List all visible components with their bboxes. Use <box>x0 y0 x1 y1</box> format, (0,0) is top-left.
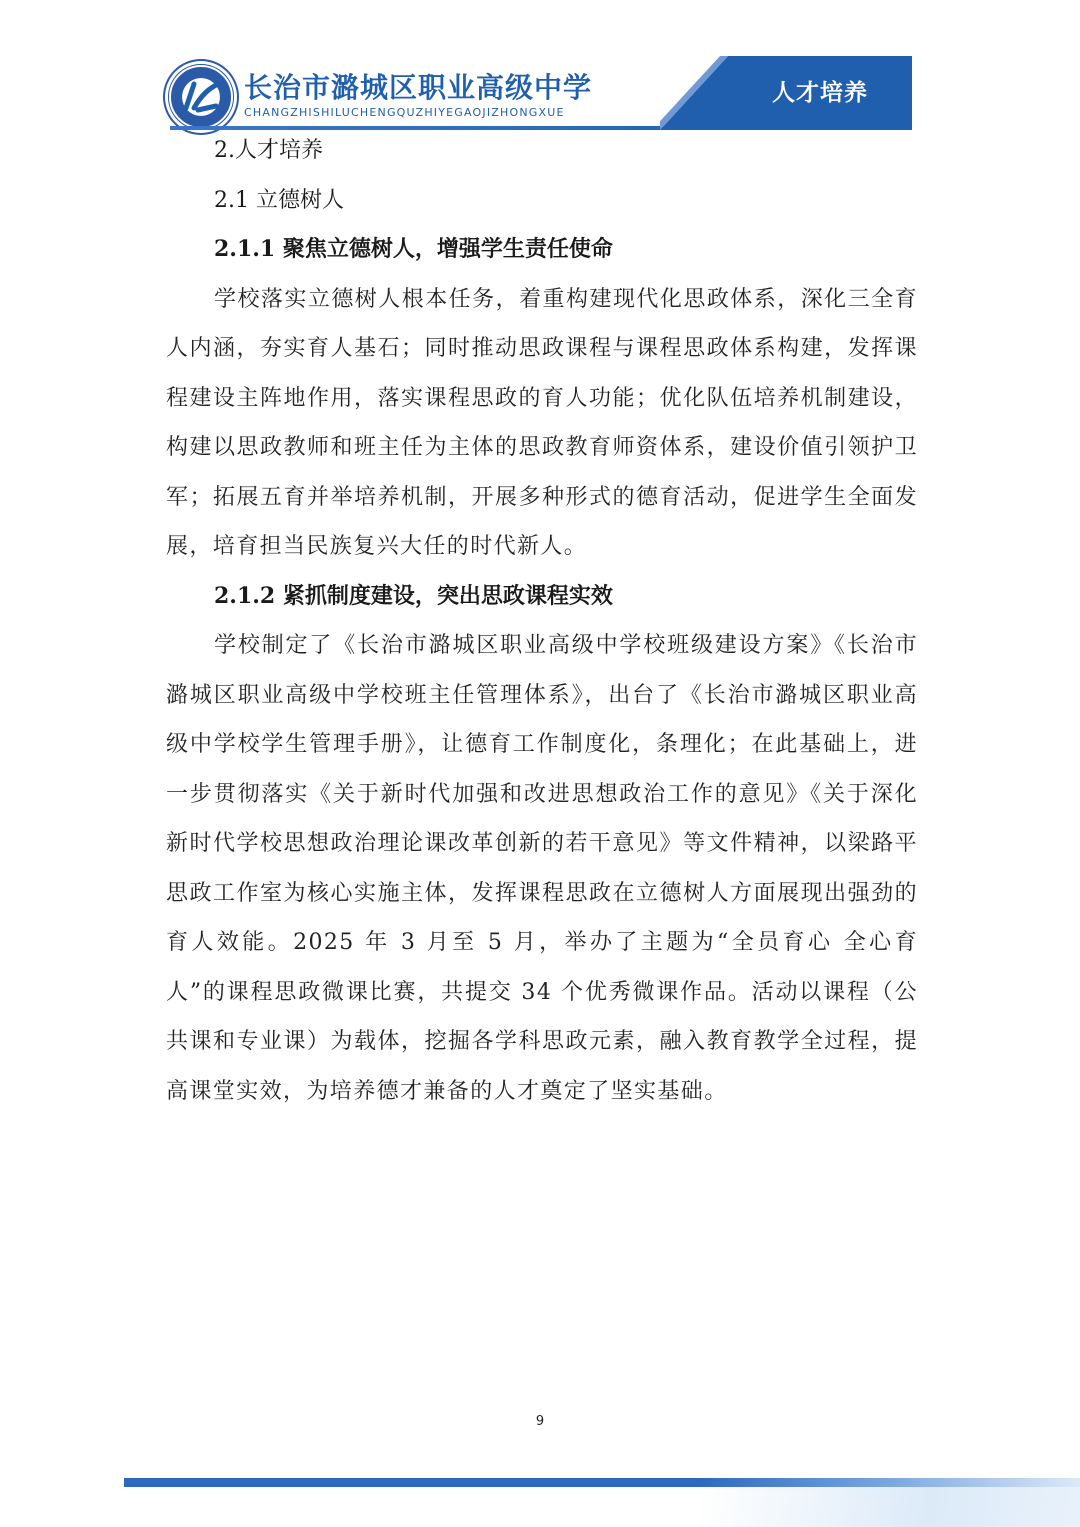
school-name: 长治市潞城区职业高级中学 <box>244 71 593 104</box>
heading-level-1: 2.人才培养 <box>214 138 323 163</box>
page-number: 9 <box>535 1414 545 1429</box>
footer-bar <box>124 1478 1080 1487</box>
section-tag-label: 人才培养 <box>772 80 868 106</box>
footer-decoration <box>700 1487 1080 1527</box>
school-pinyin: CHANGZHISHILUCHENGQUZHIYEGAOJIZHONGXUE <box>244 106 565 119</box>
heading-level-3-focus: 2.1.1 聚焦立德树人，增强学生责任使命 <box>214 236 613 262</box>
page-content <box>166 126 918 1116</box>
page-header <box>0 0 1080 135</box>
heading-level-2: 2.1 立德树人 <box>214 187 344 213</box>
school-emblem-icon <box>168 64 234 130</box>
paragraph-moral-education: 学校落实立德树人根本任务，着重构建现代化思政体系，深化三全育人内涵，夯实育人基石；同时推动思政课程与课程思政体系构建，发挥课程建设主阵地作用，落实课程思政的育人功能；优化队伍培养机制建设，构建以思政教师和班主任为主体的思政教育师资体系，建设价值引领护卫军；拓展五育并举培养机制，开展多种形式的德育活动，促进学生全面发展，培育担当民族复兴大任的时代新人。 <box>166 286 918 559</box>
paragraph-system-building: 学校制定了《长治市潞城区职业高级中学校班级建设方案》《长治市潞城区职业高级中学校班主任管理体系》，出台了《长治市潞城区职业高级中学校学生管理手册》，让德育工作制度化，条理化；在此基础上，进一步贯彻落实《关于新时代加强和改进思想政治工作的意见》《关于深化新时代学校思想政治理论课改革创新的若干意见》等文件精神，以梁路平思政工作室为核心实施主体，发挥课程思政在立德树人方面展现出强劲的育人效能。2025 年 3 月至 5 月，举办了主题为“全员育心 全心育人”的课程思政微课比赛，共提交 34 个优秀微课作品。活动以课程（公共课和专业课）为载体，挖掘各学科思政元素，融入教育教学全过程，提高课堂实效，为培养德才兼备的人才奠定了坚实基础。 <box>166 633 918 1104</box>
heading-level-3-system: 2.1.2 紧抓制度建设，突出思政课程实效 <box>214 582 613 609</box>
section-tag <box>728 56 912 130</box>
